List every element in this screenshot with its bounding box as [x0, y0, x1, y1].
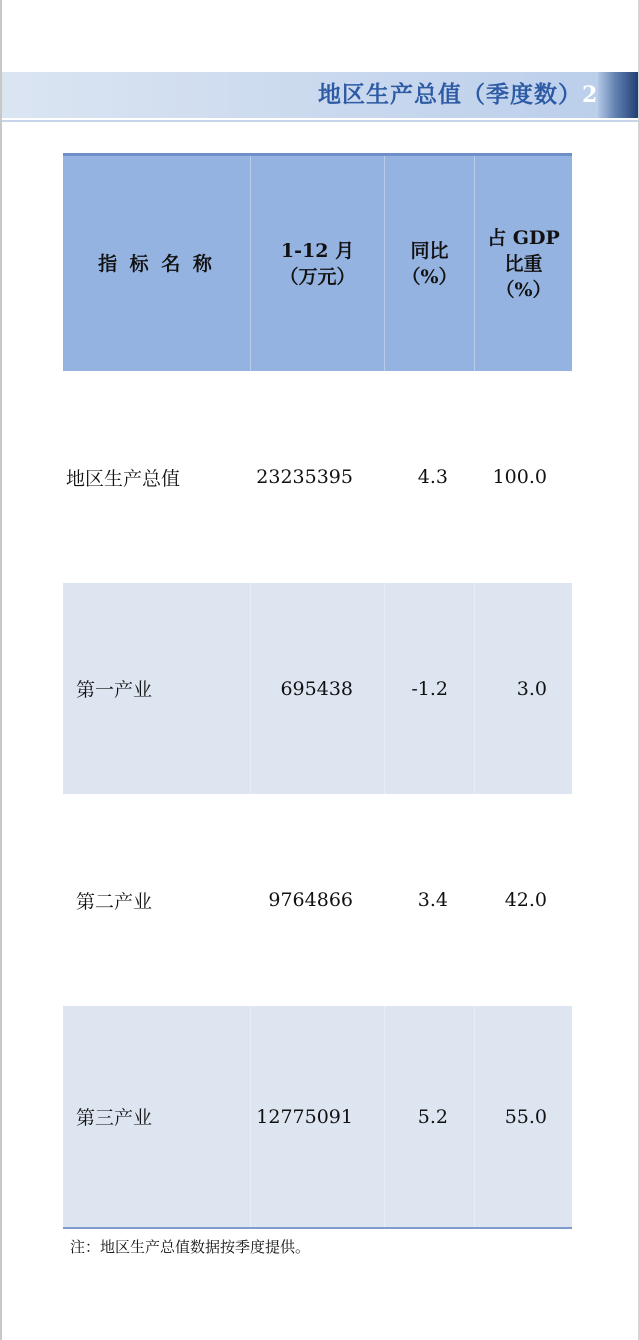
banner-underline: [2, 120, 638, 122]
row-share: 55.0: [504, 1105, 547, 1128]
page-title: 地区生产总值（季度数）: [318, 81, 582, 108]
header-line: 占 GDP: [487, 226, 560, 249]
row-yoy: 4.3: [417, 466, 448, 488]
row-name: 地区生产总值: [66, 467, 181, 490]
table-row: [63, 1006, 572, 1227]
table-row: [63, 583, 572, 794]
row-yoy: -1.2: [411, 677, 448, 700]
row-value: 9764866: [268, 889, 353, 911]
header-line: 同比: [410, 239, 449, 262]
row-share: 100.0: [492, 466, 547, 488]
row-yoy: 5.2: [417, 1105, 448, 1128]
row-value: 23235395: [256, 466, 353, 488]
table-row: [63, 794, 572, 1006]
header-value: [251, 156, 384, 371]
row-value: 695438: [280, 677, 353, 700]
header-line: 1-12 月: [280, 239, 355, 262]
header-line: （万元）: [279, 265, 356, 288]
header-line: （%）: [495, 278, 552, 301]
row-yoy: 3.4: [417, 889, 448, 911]
table-row: [63, 371, 572, 583]
header-line: 比重: [504, 252, 543, 275]
row-share: 42.0: [504, 889, 547, 911]
row-value: 12775091: [256, 1105, 353, 1128]
page-left-border: [0, 0, 2, 1340]
row-share: 3.0: [516, 677, 547, 700]
header-yoy: [385, 156, 474, 371]
header-gdp-share: [475, 156, 572, 371]
header-line: （%）: [401, 265, 458, 288]
table-bottom-rule: [63, 1227, 572, 1229]
page-number: 2: [582, 82, 598, 108]
row-name: 第二产业: [76, 890, 153, 913]
header-indicator-name: [63, 156, 250, 371]
footnote: 注：地区生产总值数据按季度提供。: [70, 1238, 311, 1256]
row-name: 第一产业: [76, 679, 153, 701]
row-name: 第三产业: [76, 1107, 153, 1129]
banner-edge-gradient: [598, 72, 638, 118]
header-line: 指 标 名 称: [98, 252, 215, 275]
